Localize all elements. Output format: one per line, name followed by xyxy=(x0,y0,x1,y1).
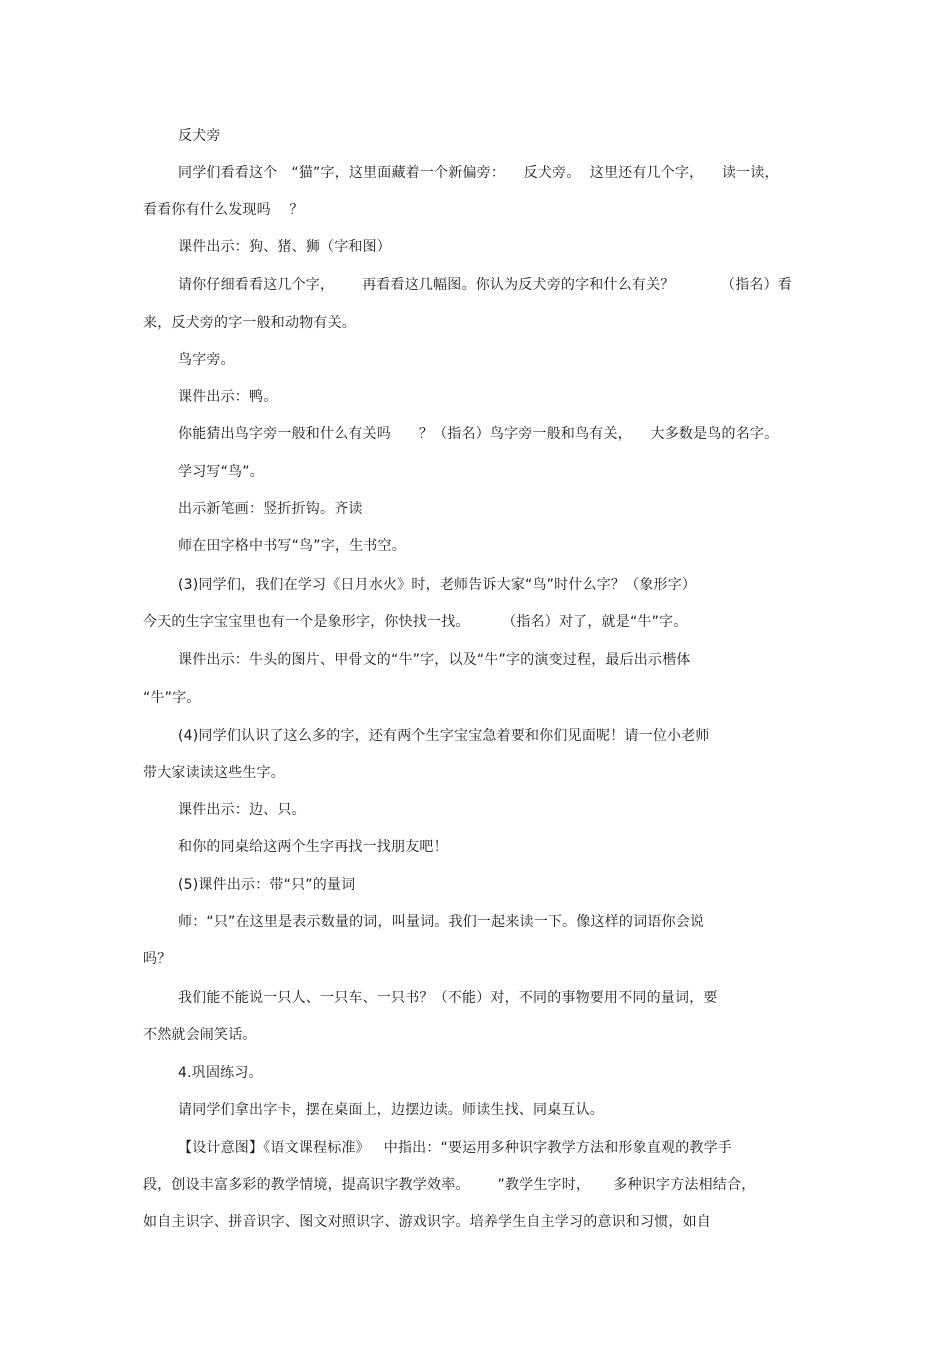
text-line: “牛”字。 xyxy=(143,690,201,706)
text-line: 反犬旁 xyxy=(178,128,221,144)
text-line: 请同学们拿出字卡，摆在桌面上，边摆边读。师读生找、同桌互认。 xyxy=(178,1102,604,1118)
text-line: 同学们看看这个 “猫”字，这里面藏着一个新偏旁： 反犬旁。 这里还有几个字， 读一读， xyxy=(178,165,779,181)
text-line: 出示新笔画：竖折折钩。齐读 xyxy=(178,501,363,517)
text-line: 不然就会闹笑话。 xyxy=(143,1027,257,1043)
text-line: 如自主识字、拼音识字、图文对照识字、游戏识字。培养学生自主学习的意识和习惯，如自 xyxy=(143,1214,711,1230)
text-line: (4)同学们认识了这么多的字，还有两个生字宝宝急着要和你们见面呢！请一位小老师 xyxy=(178,728,710,744)
text-line: 看看你有什么发现吗 ？ xyxy=(143,202,304,218)
text-line: (5)课件出示：带“只”的量词 xyxy=(178,877,356,893)
text-line: 课件出示：边、只。 xyxy=(178,802,306,818)
text-line: 带大家读读这些生字。 xyxy=(143,765,285,781)
text-line: 你能猜出鸟字旁一般和什么有关吗 ？（指名）鸟字旁一般和鸟有关， 大多数是鸟的名字。 xyxy=(178,426,779,442)
text-line: 师：“只”在这里是表示数量的词，叫量词。我们一起来读一下。像这样的词语你会说 xyxy=(178,914,705,930)
text-line: 吗？ xyxy=(143,951,172,967)
text-line: 我们能不能说一只人、一只车、一只书？（不能）对，不同的事物要用不同的量词，要 xyxy=(178,990,718,1006)
text-line: 课件出示：鸭。 xyxy=(178,389,278,405)
text-line: 课件出示：狗、猪、狮（字和图） xyxy=(178,239,391,255)
text-line: 师在田字格中书写“鸟”字，生书空。 xyxy=(178,538,406,554)
text-line: 来，反犬旁的字一般和动物有关。 xyxy=(143,315,356,331)
text-line: 今天的生字宝宝里也有一个是象形字，你快找一找。 （指名）对了，就是“牛”字。 xyxy=(143,614,688,630)
text-line: 和你的同桌给这两个生字再找一找朋友吧！ xyxy=(178,839,448,855)
text-line: 【设计意图】《语文课程标准》 中指出：“要运用多种识字教学方法和形象直观的教学手 xyxy=(178,1140,733,1156)
text-line: 鸟字旁。 xyxy=(178,352,235,368)
text-line: 段，创设丰富多彩的教学情境，提高识字教学效率。 ”教学生字时， 多种识字方法相结合， xyxy=(143,1177,756,1193)
text-line: (3)同学们，我们在学习《日月水火》时，老师告诉大家“鸟”时什么字？（象形字） xyxy=(178,577,697,593)
text-line: 学习写“鸟”。 xyxy=(178,464,264,480)
text-line: 4.巩固练习。 xyxy=(178,1065,263,1081)
text-line: 请你仔细看看这几个字， 再看看这几幅图。你认为反犬旁的字和什么有关？ （指名）看 xyxy=(178,277,793,293)
text-line: 课件出示：牛头的图片、甲骨文的“牛”字，以及“牛”字的演变过程，最后出示楷体 xyxy=(178,652,691,668)
